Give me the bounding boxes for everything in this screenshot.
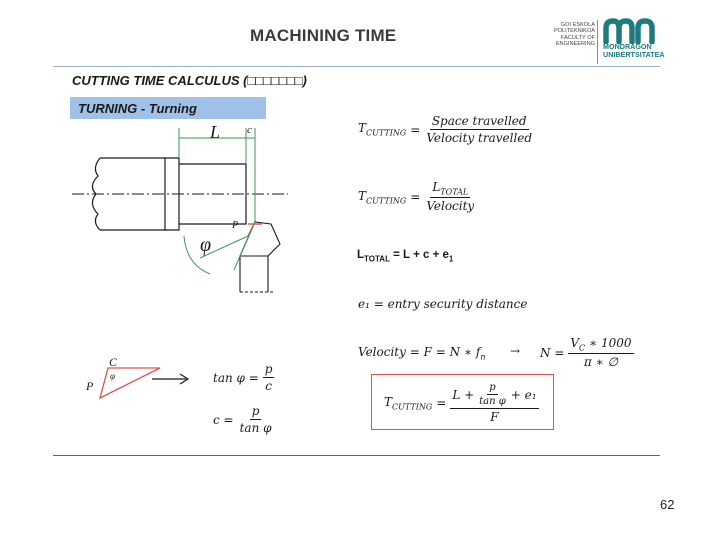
logo-line-2: POLITEKNIKOA <box>553 28 595 35</box>
c-fraction <box>238 404 274 435</box>
c-formula <box>213 404 274 435</box>
tan-phi-fraction <box>263 362 275 393</box>
t-sub-3: CUTTING <box>392 402 433 412</box>
c-den: tan φ <box>239 421 272 435</box>
ltotal-l: L <box>357 249 365 261</box>
ltotal-sub: TOTAL <box>364 254 390 264</box>
final-inner-den: tan φ <box>479 396 506 407</box>
cutting-time-ltotal <box>358 180 476 213</box>
tan-phi-lhs: tan φ = <box>213 370 259 385</box>
page-number: 62 <box>660 497 675 512</box>
equals-1: = <box>410 122 421 137</box>
turning-diagram <box>62 124 292 300</box>
triangle-label-p: P <box>86 379 94 393</box>
t-symbol-3: T <box>384 394 393 409</box>
dimension-label-L: L <box>210 122 221 142</box>
triangle-label-c: C <box>109 355 118 369</box>
spindle-speed-formula <box>540 336 634 369</box>
c-lhs: c = <box>213 412 234 427</box>
final-num-e: + e₁ <box>510 387 537 402</box>
t-symbol-2: T <box>358 188 367 203</box>
n-num <box>568 336 633 354</box>
logo-line-3: FACULTY OF <box>561 34 595 41</box>
slide-title: MACHINING TIME <box>250 26 397 45</box>
logo-school-text <box>553 22 595 48</box>
n-num-rest: ∗ 1000 <box>585 336 632 350</box>
logo-wordmark <box>603 43 665 60</box>
entry-security-definition: e₁ = entry security distance <box>358 297 528 311</box>
tan-phi-formula <box>213 362 274 393</box>
final-den: F <box>490 410 499 424</box>
equals-3: = <box>436 396 447 410</box>
final-num-l: L + <box>452 387 475 402</box>
n-den: π ∗ ∅ <box>583 355 618 370</box>
velocity-eq-sub: n <box>480 352 486 362</box>
t-sub-2: CUTTING <box>366 195 407 205</box>
velocity-eq-text: Velocity = F = N ∗ f <box>358 345 481 359</box>
final-inner-num: p <box>489 382 496 393</box>
t-cutting-symbol-2 <box>358 189 406 205</box>
implies-arrow: → <box>510 344 521 358</box>
n-lhs: N = <box>540 345 565 360</box>
t-cutting-symbol <box>358 121 406 137</box>
l-sub: TOTAL <box>440 187 469 197</box>
tan-phi-den: c <box>265 379 272 393</box>
final-inner-fraction <box>477 382 508 407</box>
ltotal-rest: = L + c + e <box>389 249 449 261</box>
footer-rule <box>53 455 660 456</box>
c-num: p <box>251 404 260 418</box>
logo-divider <box>597 20 598 64</box>
ltotal-num <box>430 180 470 198</box>
final-cutting-time-formula <box>384 382 539 424</box>
velocity-den: Velocity <box>426 199 475 214</box>
l-symbol: L <box>432 180 441 194</box>
triangle-label-phi: φ <box>110 371 115 381</box>
t-symbol: T <box>358 121 367 136</box>
space-travelled: Space travelled <box>431 114 527 128</box>
point-label-p: P <box>232 220 239 231</box>
equals-2: = <box>410 189 421 204</box>
section-subtitle: CUTTING TIME CALCULUS (□□□□□□□) <box>72 73 307 88</box>
logo-name-1: MONDRAGON <box>603 42 652 51</box>
section-label-box <box>70 97 266 119</box>
mondragon-logo-icon <box>603 18 661 44</box>
ltotal-velocity-fraction <box>424 180 476 213</box>
velocity-travelled: Velocity travelled <box>426 131 533 145</box>
section-label: TURNING - Turning <box>78 101 197 116</box>
t-cutting-symbol-3 <box>384 395 432 411</box>
header-rule <box>53 66 660 67</box>
logo-line-1: GOI ESKOLA <box>560 22 595 28</box>
logo-name-2: UNIBERTSITATEA <box>603 50 665 60</box>
logo-line-4: ENGINEERING <box>555 41 595 48</box>
angle-label-phi: φ <box>200 234 212 256</box>
final-fraction <box>450 382 538 424</box>
velocity-equation <box>358 345 485 361</box>
arrow-right-icon <box>150 372 192 386</box>
t-sub: CUTTING <box>366 128 407 138</box>
vc-sub: C <box>579 343 586 353</box>
vc-symbol: V <box>570 336 580 350</box>
ltotal-e-sub: 1 <box>448 254 454 264</box>
tan-phi-num: p <box>264 362 273 376</box>
final-num <box>450 382 538 409</box>
n-fraction <box>568 336 633 369</box>
cutting-time-definition <box>358 114 534 145</box>
dimension-label-c: c <box>247 124 252 136</box>
space-velocity-fraction <box>424 114 534 145</box>
ltotal-equation <box>357 249 453 263</box>
